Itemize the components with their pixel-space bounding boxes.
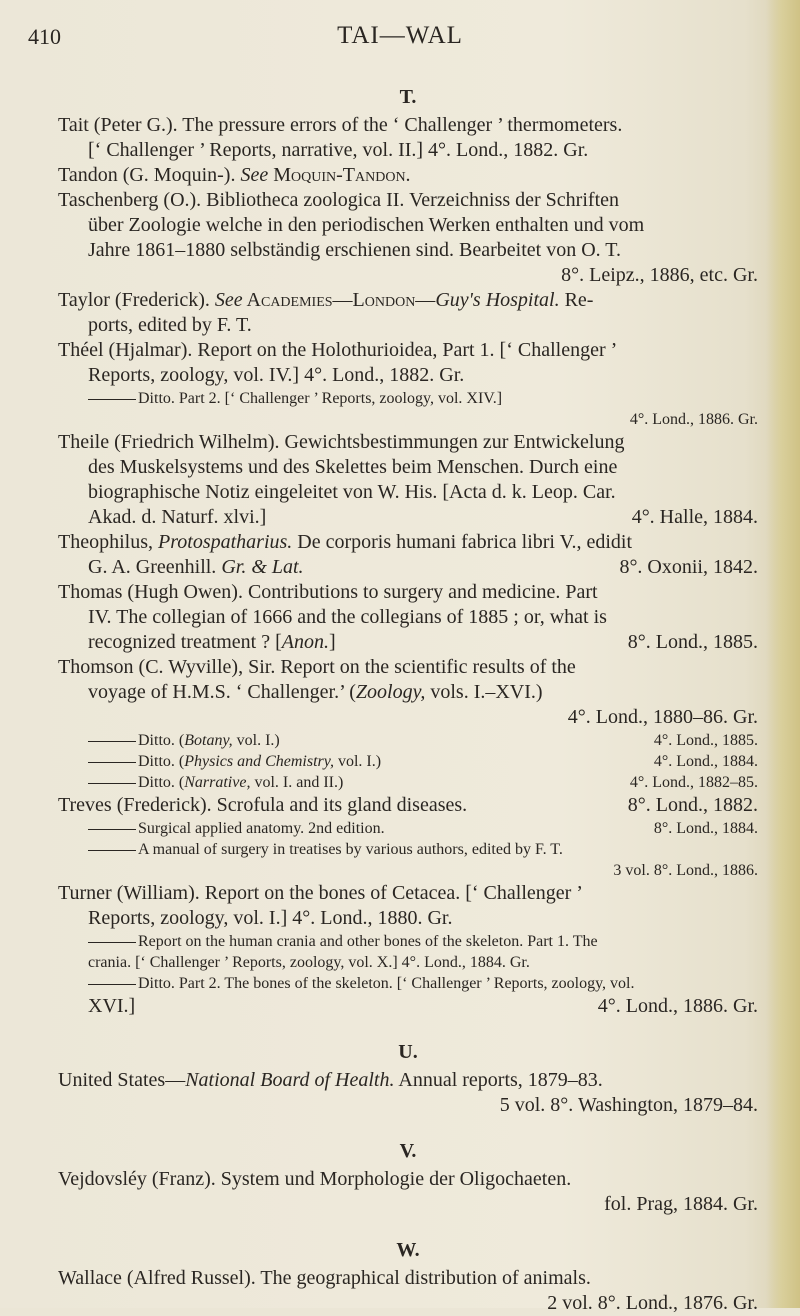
section-letter-t: T.	[399, 86, 417, 108]
entry-turner: Turner (William). Report on the bones of Cetacea. [‘ Challenger ’ Reports, zoology, vol. I.] 4°. Lond., 1880. Gr. Report on the human crania and other bones of the skeleton. Part 1. The crania. [‘ Challenger ’ Reports, zoology, vol. X.] 4°. Lond., 1884. Gr. Ditto. Part 2. The bones of the skeleton. [‘ Challenger ’ Reports, zoology, vol. XVI.] 4°. Lond., 1886. Gr.	[58, 882, 758, 1017]
entry-theophilus: Theophilus, Protospatharius. De corporis humani fabrica libri V., edidit G. A. Greenhill. Gr. & Lat. 8°. Oxonii, 1842.	[58, 531, 758, 578]
entry-taschenberg: Taschenberg (O.). Bibliotheca zoologica II. Verzeichniss der Schriften über Zoologie welche in den periodischen Werken enthalten und vom Jahre 1861–1880 selbständig erschienen sind. Bearbeitet von O. T. 8°. Leipz., 1886, etc. Gr.	[58, 189, 758, 286]
ditto-dash	[88, 741, 136, 742]
entry-united-states: United States—National Board of Health. Annual reports, 1879–83. 5 vol. 8°. Washington, 1879–84.	[58, 1069, 758, 1116]
ditto-dash	[88, 984, 136, 985]
ditto-dash	[88, 850, 136, 851]
section-letter-u: U.	[398, 1041, 418, 1063]
entry-vejdovsley: Vejdovsléy (Franz). System und Morphologie der Oligochaeten. fol. Prag, 1884. Gr.	[58, 1168, 758, 1215]
ditto-dash	[88, 829, 136, 830]
entry-theel: Théel (Hjalmar). Report on the Holothurioidea, Part 1. [‘ Challenger ’ Reports, zoology, vol. IV.] 4°. Lond., 1882. Gr. Ditto. Part 2. [‘ Challenger ’ Reports, zoology, vol. XIV.] 4°. Lond., 1886. Gr.	[58, 339, 758, 428]
section-letter-v: V.	[399, 1140, 417, 1162]
entry-theile: Theile (Friedrich Wilhelm). Gewichtsbestimmungen zur Entwickelung des Muskelsystems und des Skelettes beim Menschen. Durch eine biographische Notiz eingeleitet von W. His. [Acta d. k. Leop. Car. Akad. d. Naturf. xlvi.] 4°. Halle, 1884.	[58, 431, 758, 528]
section-letter-w: W.	[396, 1239, 420, 1261]
ditto-dash	[88, 783, 136, 784]
ditto-dash	[88, 942, 136, 943]
entry-thomas: Thomas (Hugh Owen). Contributions to surgery and medicine. Part IV. The collegian of 1666 and the collegians of 1885 ; or, what is recognized treatment ? [Anon.] 8°. Lond., 1885.	[58, 581, 758, 653]
page-number: 410	[28, 24, 61, 49]
ditto-dash	[88, 762, 136, 763]
running-header	[0, 20, 800, 50]
entry-taylor: Taylor (Frederick). See Academies—London—Guy's Hospital. Re- ports, edited by F. T.	[58, 289, 594, 336]
entry-treves: Treves (Frederick). Scrofula and its gland diseases. 8°. Lond., 1882. Surgical applied anatomy. 2nd edition. 8°. Lond., 1884. A manual of surgery in treatises by various authors, edited by F. T. 3 vol. 8°. Lond., 1886.	[58, 794, 758, 879]
entry-tait: Tait (Peter G.). The pressure errors of the ‘ Challenger ’ thermometers. [‘ Challenger ’ Reports, narrative, vol. II.] 4°. Lond., 1882. Gr.	[58, 114, 623, 161]
page-edge-shadow	[766, 0, 800, 1308]
ditto-dash	[88, 399, 136, 400]
entry-tandon: Tandon (G. Moquin-). See Moquin-Tandon.	[58, 164, 411, 186]
running-title: TAI—WAL	[337, 22, 463, 49]
entry-wallace: Wallace (Alfred Russel). The geographical distribution of animals. 2 vol. 8°. Lond., 1876. Gr.	[58, 1267, 758, 1314]
entry-thomson: Thomson (C. Wyville), Sir. Report on the scientific results of the voyage of H.M.S. ‘ Challenger.’ (Zoology, vols. I.–XVI.) 4°. Lond., 1880–86. Gr. Ditto. (Botany, vol. I.) 4°. Lond., 1885. Ditto. (Physics and Chemistry, vol. I.) 4°. Lond., 1884. Ditto. (Narrative, vol. I. and II.) 4°. Lond., 1882–85.	[58, 656, 758, 791]
index-column	[58, 86, 758, 1316]
